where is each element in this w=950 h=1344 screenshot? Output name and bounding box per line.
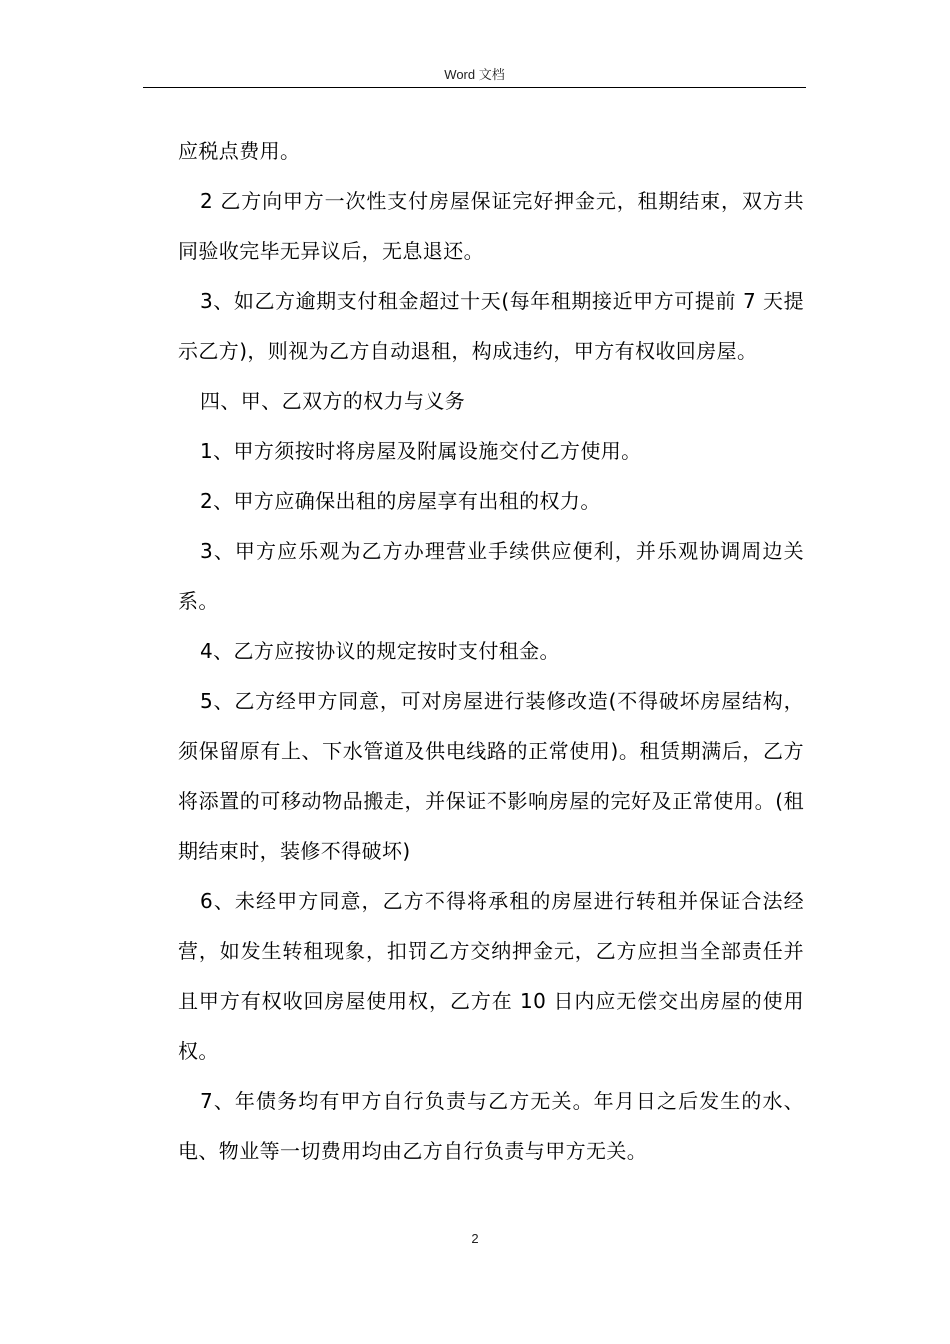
paragraph: 3、甲方应乐观为乙方办理营业手续供应便利，并乐观协调周边关系。 <box>178 539 804 613</box>
paragraph: 5、乙方经甲方同意，可对房屋进行装修改造(不得破坏房屋结构，须保留原有上、下水管道及供电线路的正常使用)。租赁期满后，乙方将添置的可移动物品搬走，并保证不影响房屋的完好及正常使用。(租期结束时，装修不得破坏) <box>178 689 804 863</box>
page-header: Word 文档 <box>444 67 505 82</box>
paragraph: 4、乙方应按协议的规定按时支付租金。 <box>200 639 560 663</box>
paragraph: 2 乙方向甲方一次性支付房屋保证完好押金元，租期结束，双方共同验收完毕无异议后，无息退还。 <box>178 189 804 263</box>
document-body <box>178 126 804 1176</box>
section-heading: 四、甲、乙双方的权力与义务 <box>200 389 466 413</box>
paragraph: 2、甲方应确保出租的房屋享有出租的权力。 <box>200 489 601 513</box>
header-divider <box>143 87 806 88</box>
paragraph: 7、年债务均有甲方自行负责与乙方无关。年月日之后发生的水、电、物业等一切费用均由乙方自行负责与甲方无关。 <box>178 1089 804 1163</box>
paragraph: 应税点费用。 <box>178 139 301 163</box>
paragraph: 1、甲方须按时将房屋及附属设施交付乙方使用。 <box>200 439 642 463</box>
page-number: 2 <box>471 1231 479 1246</box>
paragraph: 6、未经甲方同意，乙方不得将承租的房屋进行转租并保证合法经营，如发生转租现象，扣罚乙方交纳押金元，乙方应担当全部责任并且甲方有权收回房屋使用权，乙方在 10 日内应无偿交出房屋的使用权。 <box>178 889 804 1063</box>
paragraph: 3、如乙方逾期支付租金超过十天(每年租期接近甲方可提前 7 天提示乙方)，则视为乙方自动退租，构成违约，甲方有权收回房屋。 <box>178 289 804 363</box>
